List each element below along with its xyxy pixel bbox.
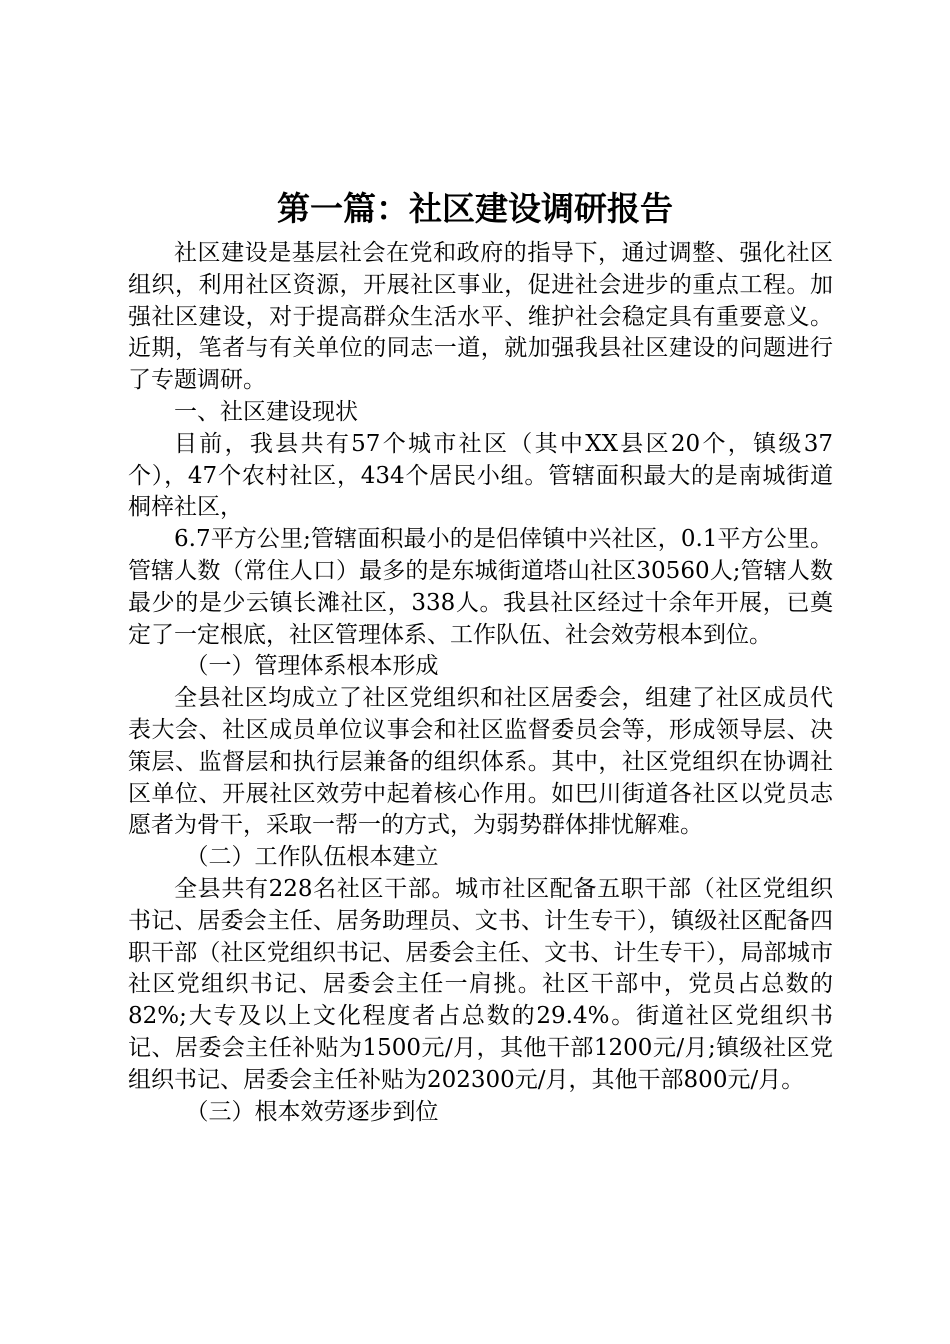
document-body <box>128 238 833 1128</box>
document-title: 第一篇：社区建设调研报告 <box>277 189 673 228</box>
paragraph-management-system: 全县社区均成立了社区党组织和社区居委会，组建了社区成员代表大会、社区成员单位议事会和社区监督委员会等，形成领导层、决策层、监督层和执行层兼备的组织体系。其中，社区党组织在协调社区单位、开展社区效劳中起着核心作用。如巴川街道各社区以党员志愿者为骨干，采取一帮一的方式，为弱势群体排忧解难。 <box>128 685 833 839</box>
subheading-basic-service: （三）根本效劳逐步到位 <box>185 1098 439 1125</box>
paragraph-status: 目前，我县共有57个城市社区（其中XX县区20个，镇级37个），47个农村社区，434个居民小组。管辖面积最大的是南城街道桐梓社区， <box>128 430 833 521</box>
section-heading-status: 一、社区建设现状 <box>174 398 358 425</box>
paragraph-area-population: 6.7平方公里;管辖面积最小的是侣倖镇中兴社区，0.1平方公里。管辖人数（常住人口）最多的是东城街道塔山社区30560人;管辖人数最少的是少云镇长滩社区，338人。我县社区经过十余年开展，已奠定了一定根底，社区管理体系、工作队伍、社会效劳根本到位。 <box>128 526 833 648</box>
subheading-management-system: （一）管理体系根本形成 <box>185 653 439 680</box>
paragraph-intro: 社区建设是基层社会在党和政府的指导下，通过调整、强化社区组织，利用社区资源，开展社区事业，促进社会进步的重点工程。加强社区建设，对于提高群众生活水平、维护社会稳定具有重要意义。近期，笔者与有关单位的同志一道，就加强我县社区建设的问题进行了专题调研。 <box>128 240 833 394</box>
subheading-work-team: （二）工作队伍根本建立 <box>185 844 439 871</box>
paragraph-work-team: 全县共有228名社区干部。城市社区配备五职干部（社区党组织书记、居委会主任、居务助理员、文书、计生专干），镇级社区配备四职干部（社区党组织书记、居委会主任、文书、计生专干），局部城市社区党组织书记、居委会主任一肩挑。社区干部中，党员占总数的82%;大专及以上文化程度者占总数的29.4%。街道社区党组织书记、居委会主任补贴为1500元/月，其他干部1200元/月;镇级社区党组织书记、居委会主任补贴为202300元/月，其他干部800元/月。 <box>128 875 833 1093</box>
